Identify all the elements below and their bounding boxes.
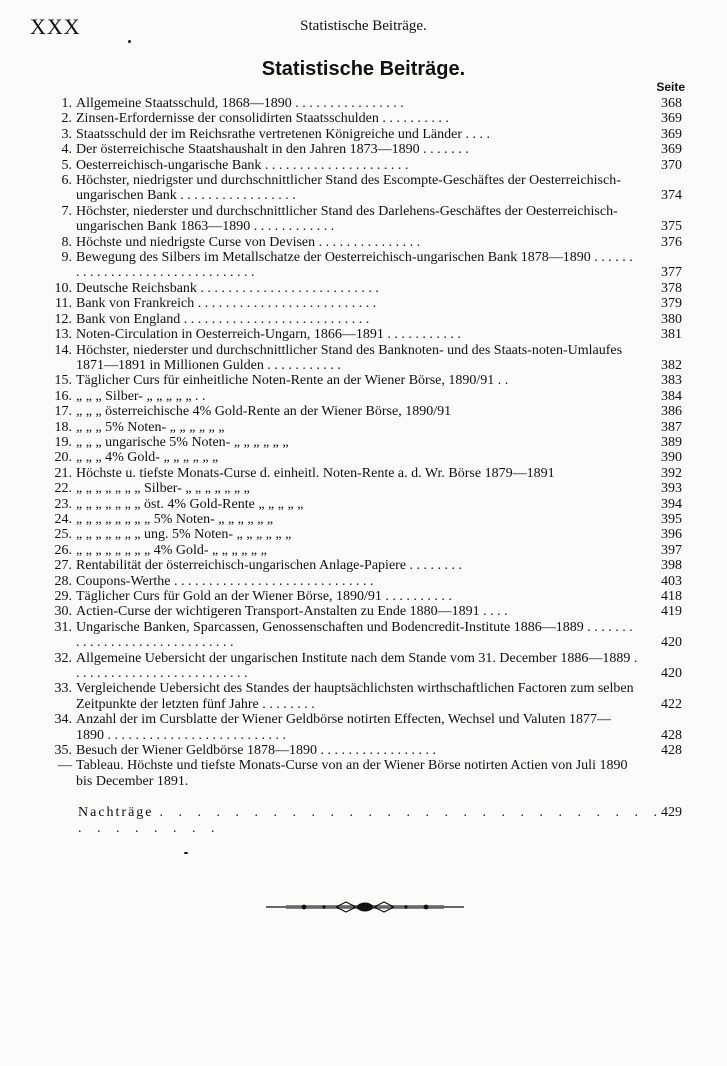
- entry-page: 375: [661, 219, 682, 235]
- entry-page: 428: [661, 727, 682, 743]
- nachtraege-label: Nachträge: [78, 805, 154, 820]
- entry-number: 22.: [54, 481, 72, 497]
- entry-page: 420: [661, 666, 682, 682]
- toc-entry[interactable]: [52, 758, 682, 789]
- entry-title: Höchster, niederster und durchschnittlicher Stand des Darlehens-Geschäftes der Oesterreichisch-ungarischen Bank 1863—1890 . . . . . . . . . . . .: [76, 203, 618, 235]
- nachtraege-entry[interactable]: [78, 805, 682, 837]
- entry-number: 17.: [54, 404, 72, 420]
- entry-page: 389: [661, 434, 682, 450]
- entry-title: Ungarische Banken, Sparcassen, Genossenschaften und Bodencredit-Institute 1886—1889 . . . . . . . . . . . . . . . . . . . . . . . . . . . . . .: [76, 619, 633, 651]
- entry-page: 395: [661, 511, 682, 527]
- entry-title: „ „ „ 5% Noten- „ „ „ „ „ „: [76, 419, 225, 435]
- entry-title: „ „ „ „ „ „ „ ung. 5% Noten- „ „ „ „ „ „: [76, 527, 292, 543]
- page-title: Statistische Beiträge.: [261, 58, 466, 80]
- entry-number: 19.: [54, 434, 72, 450]
- entry-number: 2.: [61, 111, 72, 127]
- entry-page: 386: [661, 404, 682, 420]
- toc-entry[interactable]: [52, 574, 682, 589]
- entry-page: 369: [661, 142, 682, 158]
- entry-number: 32.: [54, 650, 72, 666]
- entry-page: 368: [661, 96, 682, 111]
- toc-entry[interactable]: [52, 558, 682, 573]
- toc-entry[interactable]: [52, 158, 682, 173]
- toc-entry[interactable]: [52, 281, 682, 296]
- entry-page: 378: [661, 280, 682, 296]
- entry-title: Allgemeine Staatsschuld, 1868—1890 . . . . . . . . . . . . . . . .: [76, 96, 404, 111]
- toc-entry[interactable]: [52, 235, 682, 250]
- toc-entry[interactable]: [52, 497, 682, 512]
- entry-page: 420: [661, 635, 682, 651]
- entry-number: 12.: [54, 311, 72, 327]
- entry-number: 30.: [54, 604, 72, 620]
- entry-title: Anzahl der im Cursblatte der Wiener Geldbörse notirten Effecten, Wechsel und Valuten 1877—1890 . . . . . . . . . . . . . . . . . . . . . . . . . .: [76, 712, 611, 743]
- toc-entry[interactable]: [52, 604, 682, 619]
- entry-title: Allgemeine Uebersicht der ungarischen Institute nach dem Stande vom 31. December 1886—1889 . . . . . . . . . . . . . . . . . . . . . . . . . .: [76, 650, 638, 682]
- entry-number: 27.: [54, 558, 72, 574]
- entry-page: 384: [661, 388, 682, 404]
- entry-number: 20.: [54, 450, 72, 466]
- table-of-contents: [52, 96, 682, 789]
- toc-entry[interactable]: [52, 481, 682, 496]
- entry-title: „ „ „ österreichische 4% Gold-Rente an der Wiener Börse, 1890/91: [76, 404, 452, 420]
- entry-page: 398: [661, 558, 682, 574]
- entry-number: 26.: [54, 542, 72, 558]
- entry-title: „ „ „ „ „ „ „ „ 4% Gold- „ „ „ „ „ „: [76, 542, 267, 558]
- entry-page: 403: [661, 573, 682, 589]
- entry-title: Staatsschuld der im Reichsrathe vertretenen Königreiche und Länder . . . .: [76, 126, 491, 142]
- entry-number: 3.: [61, 126, 72, 142]
- toc-entry[interactable]: [52, 743, 682, 758]
- entry-title: „ „ „ „ „ „ „ „ 5% Noten- „ „ „ „ „ „: [76, 511, 274, 527]
- entry-number: 14.: [54, 342, 72, 358]
- entry-page: 382: [661, 357, 682, 373]
- toc-entry[interactable]: [52, 450, 682, 465]
- entry-title: Actien-Curse der wichtigeren Transport-Anstalten zu Ende 1880—1891 . . . .: [76, 604, 508, 620]
- entry-title: „ „ „ Silber- „ „ „ „ „ . .: [76, 388, 206, 404]
- toc-entry[interactable]: [52, 327, 682, 342]
- entry-page: 374: [661, 188, 682, 204]
- entry-page: 381: [661, 327, 682, 343]
- entry-title: Vergleichende Uebersicht des Standes der hauptsächlichsten wirthschaftlichen Factoren zum selben Zeitpunkte der letzten fünf Jahre . . . . . . . .: [76, 681, 634, 712]
- entry-page: 369: [661, 126, 682, 142]
- toc-entry[interactable]: [52, 373, 682, 388]
- entry-title: Bewegung des Silbers im Metallschatze der Oesterreichisch-ungarischen Bank 1878—1890 . . . . . . . . . . . . . . . . . . . . . . . . . . . . . . . .: [76, 250, 633, 281]
- entry-page: 392: [661, 465, 682, 481]
- entry-title: „ „ „ „ „ „ „ Silber- „ „ „ „ „ „ „: [76, 481, 250, 497]
- running-head: [30, 14, 697, 40]
- entry-title: Bank von Frankreich . . . . . . . . . . . . . . . . . . . . . . . . . .: [76, 296, 377, 312]
- page-number: XXX: [30, 14, 81, 39]
- entry-title: Der österreichische Staatshaushalt in den Jahren 1873—1890 . . . . . . .: [76, 142, 469, 158]
- toc-entry[interactable]: [52, 404, 682, 419]
- toc-entry[interactable]: [52, 543, 682, 558]
- entry-number: 31.: [54, 619, 72, 635]
- toc-entry[interactable]: [52, 173, 682, 204]
- entry-number: 8.: [61, 234, 72, 250]
- ink-speck: [128, 40, 131, 43]
- toc-entry[interactable]: [52, 420, 682, 435]
- entry-number: 11.: [55, 296, 72, 312]
- entry-number: 35.: [54, 743, 72, 759]
- toc-entry[interactable]: [52, 204, 682, 235]
- entry-number: 4.: [61, 142, 72, 158]
- entry-number: 9.: [61, 250, 72, 266]
- entry-title: Zinsen-Erfordernisse der consolidirten Staatsschulden . . . . . . . . . .: [76, 111, 449, 127]
- ornament-divider-icon: [266, 900, 464, 914]
- entry-page: 387: [661, 419, 682, 435]
- entry-page: 419: [661, 604, 682, 620]
- entry-number: 18.: [54, 419, 72, 435]
- entry-page: 393: [661, 481, 682, 497]
- entry-title: Höchster, niederster und durchschnittlicher Stand des Banknoten- und des Staats-noten-Umlaufes 1871—1891 in Millionen Gulden . . . . . . . . . . .: [76, 342, 623, 373]
- entry-title: Oesterreichisch-ungarische Bank . . . . . . . . . . . . . . . . . . . . .: [76, 157, 409, 173]
- entry-page: 379: [661, 296, 682, 312]
- entry-title: Höchster, niedrigster und durchschnittlicher Stand des Escompte-Geschäftes der Oesterreichisch-ungarischen Bank . . . . . . . . . . . . . . . . .: [76, 173, 621, 204]
- toc-entry[interactable]: [52, 466, 682, 481]
- entry-page: 380: [661, 311, 682, 327]
- toc-entry[interactable]: [52, 620, 682, 651]
- entry-title: „ „ „ „ „ „ „ öst. 4% Gold-Rente „ „ „ „ „: [76, 496, 304, 512]
- entry-page: 428: [661, 743, 682, 759]
- entry-number: 1.: [61, 96, 72, 111]
- entry-title: Täglicher Curs für Gold an der Wiener Börse, 1890/91 . . . . . . . . . .: [76, 589, 452, 604]
- toc-entry[interactable]: [52, 142, 682, 157]
- toc-entry[interactable]: [52, 127, 682, 142]
- toc-entry[interactable]: [52, 389, 682, 404]
- entry-title: „ „ „ ungarische 5% Noten- „ „ „ „ „ „: [76, 434, 289, 450]
- entry-title: Rentabilität der österreichisch-ungarischen Anlage-Papiere . . . . . . . .: [76, 558, 463, 574]
- entry-title: Besuch der Wiener Geldbörse 1878—1890 . . . . . . . . . . . . . . . . .: [76, 743, 437, 759]
- entry-number: 15.: [54, 373, 72, 389]
- entry-title: Höchste und niedrigste Curse von Devisen . . . . . . . . . . . . . . .: [76, 234, 421, 250]
- entry-number: 7.: [61, 203, 72, 219]
- toc-entry[interactable]: [52, 250, 682, 281]
- entry-number: 24.: [54, 511, 72, 527]
- nachtraege-page: 429: [661, 805, 682, 820]
- entry-page: 397: [661, 542, 682, 558]
- entry-title: Bank von England . . . . . . . . . . . . . . . . . . . . . . . . . . .: [76, 311, 370, 327]
- toc-entry[interactable]: [52, 589, 682, 604]
- leader-dots: . . . . . . . . . . . . . . . . . . . . . . . . . . . . . . . . . . .: [78, 805, 664, 836]
- toc-entry[interactable]: [52, 296, 682, 311]
- entry-title: Noten-Circulation in Oesterreich-Ungarn, 1866—1891 . . . . . . . . . . .: [76, 327, 461, 343]
- entry-page: 394: [661, 496, 682, 512]
- entry-number: 5.: [61, 157, 72, 173]
- entry-title: Täglicher Curs für einheitliche Noten-Rente an der Wiener Börse, 1890/91 . .: [76, 373, 509, 389]
- toc-entry[interactable]: [52, 712, 682, 743]
- entry-page: 383: [661, 373, 682, 389]
- entry-number: 16.: [54, 388, 72, 404]
- entry-title: Deutsche Reichsbank . . . . . . . . . . . . . . . . . . . . . . . . . .: [76, 280, 379, 296]
- entry-page: 369: [661, 111, 682, 127]
- entry-number: —: [58, 758, 72, 774]
- seite-column-label: Seite: [656, 80, 685, 94]
- toc-entry[interactable]: [52, 527, 682, 542]
- entry-page: 418: [661, 589, 682, 604]
- entry-number: 10.: [54, 280, 72, 296]
- entry-title: Coupons-Werthe . . . . . . . . . . . . . . . . . . . . . . . . . . . . .: [76, 573, 374, 589]
- entry-page: 422: [661, 696, 682, 712]
- entry-number: 13.: [54, 327, 72, 343]
- entry-title: Tableau. Höchste und tiefste Monats-Curse von an der Wiener Börse notirten Actien von Juli 1890 bis December 1891.: [76, 758, 628, 789]
- entry-number: 6.: [61, 173, 72, 189]
- entry-number: 29.: [54, 589, 72, 604]
- entry-number: 34.: [54, 712, 72, 728]
- toc-entry[interactable]: [52, 111, 682, 126]
- toc-entry[interactable]: [52, 681, 682, 712]
- toc-entry[interactable]: [52, 343, 682, 374]
- entry-page: 376: [661, 234, 682, 250]
- entry-title: „ „ „ 4% Gold- „ „ „ „ „ „: [76, 450, 219, 466]
- ink-speck: [184, 852, 188, 854]
- entry-page: 396: [661, 527, 682, 543]
- entry-page: 377: [661, 265, 682, 281]
- entry-number: 21.: [54, 465, 72, 481]
- toc-entry[interactable]: [52, 435, 682, 450]
- entry-page: 370: [661, 157, 682, 173]
- running-title: Statistische Beiträge.: [300, 18, 427, 34]
- entry-number: 33.: [54, 681, 72, 697]
- entry-number: 23.: [54, 496, 72, 512]
- entry-number: 25.: [54, 527, 72, 543]
- toc-entry[interactable]: [52, 512, 682, 527]
- toc-entry[interactable]: [52, 96, 682, 111]
- entry-number: 28.: [54, 573, 72, 589]
- entry-page: 390: [661, 450, 682, 466]
- toc-entry[interactable]: [52, 651, 682, 682]
- toc-entry[interactable]: [52, 312, 682, 327]
- entry-title: Höchste u. tiefste Monats-Curse d. einheitl. Noten-Rente a. d. Wr. Börse 1879—1891: [76, 465, 555, 481]
